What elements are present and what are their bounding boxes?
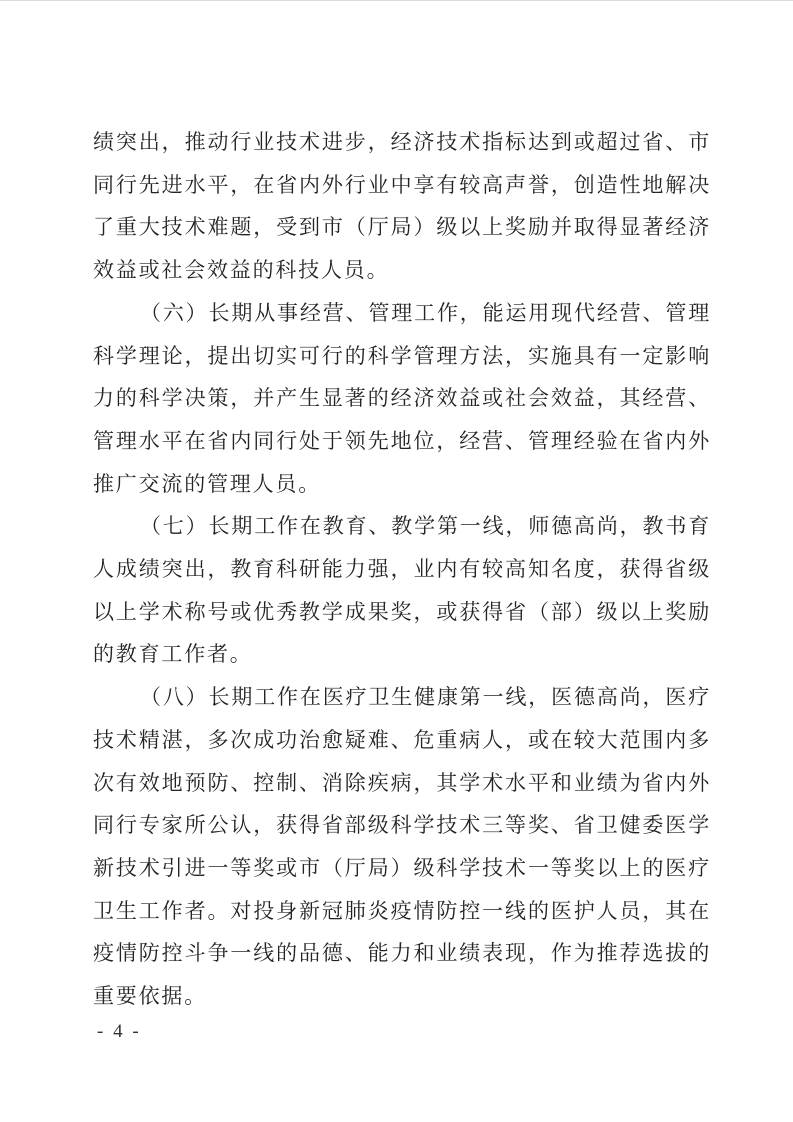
paragraph-item-6: （六）长期从事经营、管理工作，能运用现代经营、管理科学理论，提出切实可行的科学管理方法，实施具有一定影响力的科学决策，并产生显著的经济效益或社会效益，其经营、管理水平在省内同行处于领先地位，经营、管理经验在省内外推广交流的管理人员。 <box>93 300 711 496</box>
page-number: - 4 - <box>97 1021 142 1042</box>
scan-edge-line <box>0 0 793 1</box>
paragraph-item-7: （七）长期工作在教育、教学第一线，师德高尚，教书育人成绩突出，教育科研能力强，业内有较高知名度，获得省级以上学术称号或优秀教学成果奖，或获得省（部）级以上奖励的教育工作者。 <box>93 514 711 667</box>
document-body <box>93 121 711 1018</box>
paragraph-item-8: （八）长期工作在医疗卫生健康第一线，医德高尚，医疗技术精湛，多次成功治愈疑难、危重病人，或在较大范围内多次有效地预防、控制、消除疾病，其学术水平和业绩为省内外同行专家所公认，获得省部级科学技术三等奖、省卫健委医学新技术引进一等奖或市（厅局）级科学技术一等奖以上的医疗卫生工作者。对投身新冠肺炎疫情防控一线的医护人员，其在疫情防控斗争一线的品德、能力和业绩表现，作为推荐选拔的重要依据。 <box>93 685 711 1009</box>
paragraph-continuation: 绩突出，推动行业技术进步，经济技术指标达到或超过省、市同行先进水平，在省内外行业中享有较高声誉，创造性地解决了重大技术难题，受到市（厅局）级以上奖励并取得显著经济效益或社会效益的科技人员。 <box>93 130 711 283</box>
